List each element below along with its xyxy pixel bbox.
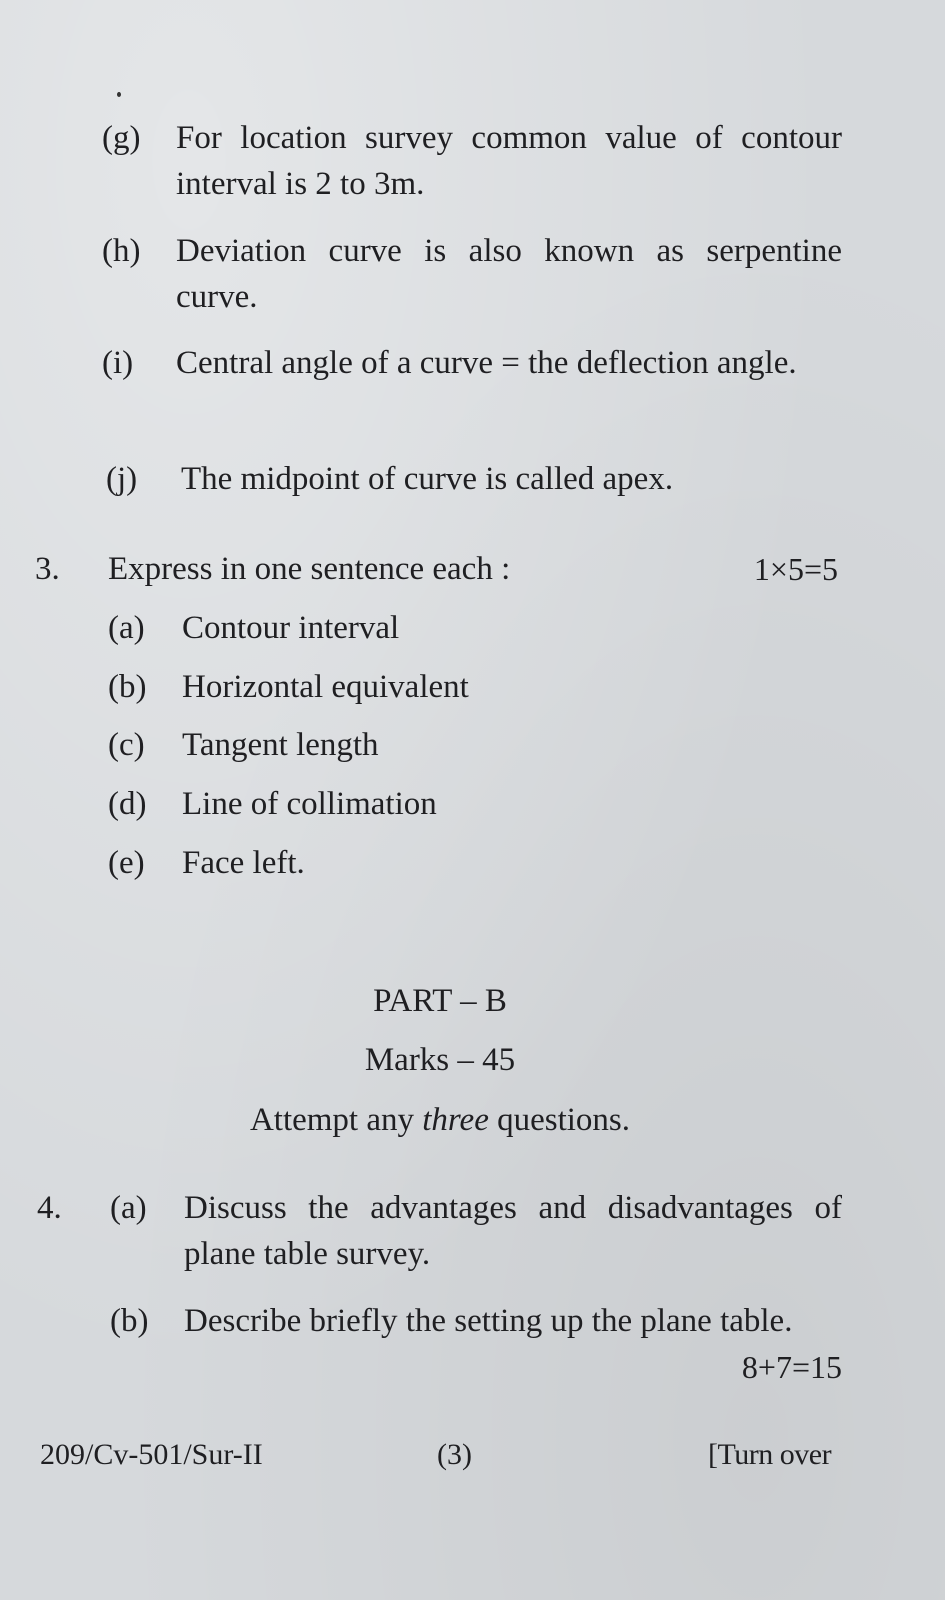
question-prompt: Express in one sentence each : bbox=[108, 551, 511, 587]
part-b-instruction bbox=[0, 1097, 880, 1143]
item-label: (a) bbox=[110, 1190, 147, 1226]
q4-marks: 8+7=15 bbox=[741, 1349, 842, 1385]
item-label: (i) bbox=[102, 345, 134, 381]
instruction-emphasis: three bbox=[422, 1102, 489, 1138]
item-label: (h) bbox=[102, 233, 141, 269]
item-text: For location survey common value of contour interval is 2 to 3m. bbox=[176, 120, 842, 202]
item-label: (c) bbox=[108, 727, 145, 763]
item-label: (b) bbox=[110, 1303, 149, 1339]
item-text: Contour interval bbox=[182, 610, 400, 646]
ink-dot bbox=[117, 92, 121, 97]
item-label: (e) bbox=[108, 845, 145, 881]
item-text: Deviation curve is also known as serpentine curve. bbox=[176, 233, 842, 315]
item-text: Line of collimation bbox=[182, 786, 437, 822]
item-text: Horizontal equivalent bbox=[182, 669, 469, 705]
item-text: Describe briefly the setting up the plane table. bbox=[184, 1303, 793, 1339]
question-number: 4. bbox=[37, 1190, 62, 1226]
item-text: The midpoint of curve is called apex. bbox=[181, 461, 674, 497]
item-text: Face left. bbox=[182, 845, 305, 881]
item-text: Central angle of a curve = the deflection angle. bbox=[176, 345, 797, 381]
turn-over-note: [Turn over bbox=[708, 1438, 832, 1471]
page-number: (3) bbox=[437, 1438, 472, 1471]
item-label: (b) bbox=[108, 669, 147, 705]
paper-code: 209/Cv-501/Sur-II bbox=[40, 1438, 263, 1471]
instruction-start: Attempt any bbox=[249, 1102, 423, 1138]
question-number: 3. bbox=[35, 551, 60, 587]
part-b-marks: Marks – 45 bbox=[364, 1042, 516, 1078]
instruction-end: questions. bbox=[488, 1102, 631, 1138]
item-label: (g) bbox=[102, 120, 141, 156]
item-text: Discuss the advantages and disadvantages of plane table survey. bbox=[184, 1190, 842, 1272]
q3-marks: 1×5=5 bbox=[753, 551, 838, 587]
item-label: (a) bbox=[108, 610, 145, 646]
part-b-title: PART – B bbox=[373, 983, 507, 1019]
item-label: (d) bbox=[108, 786, 147, 822]
item-text: Tangent length bbox=[182, 727, 379, 763]
item-label: (j) bbox=[106, 461, 138, 497]
